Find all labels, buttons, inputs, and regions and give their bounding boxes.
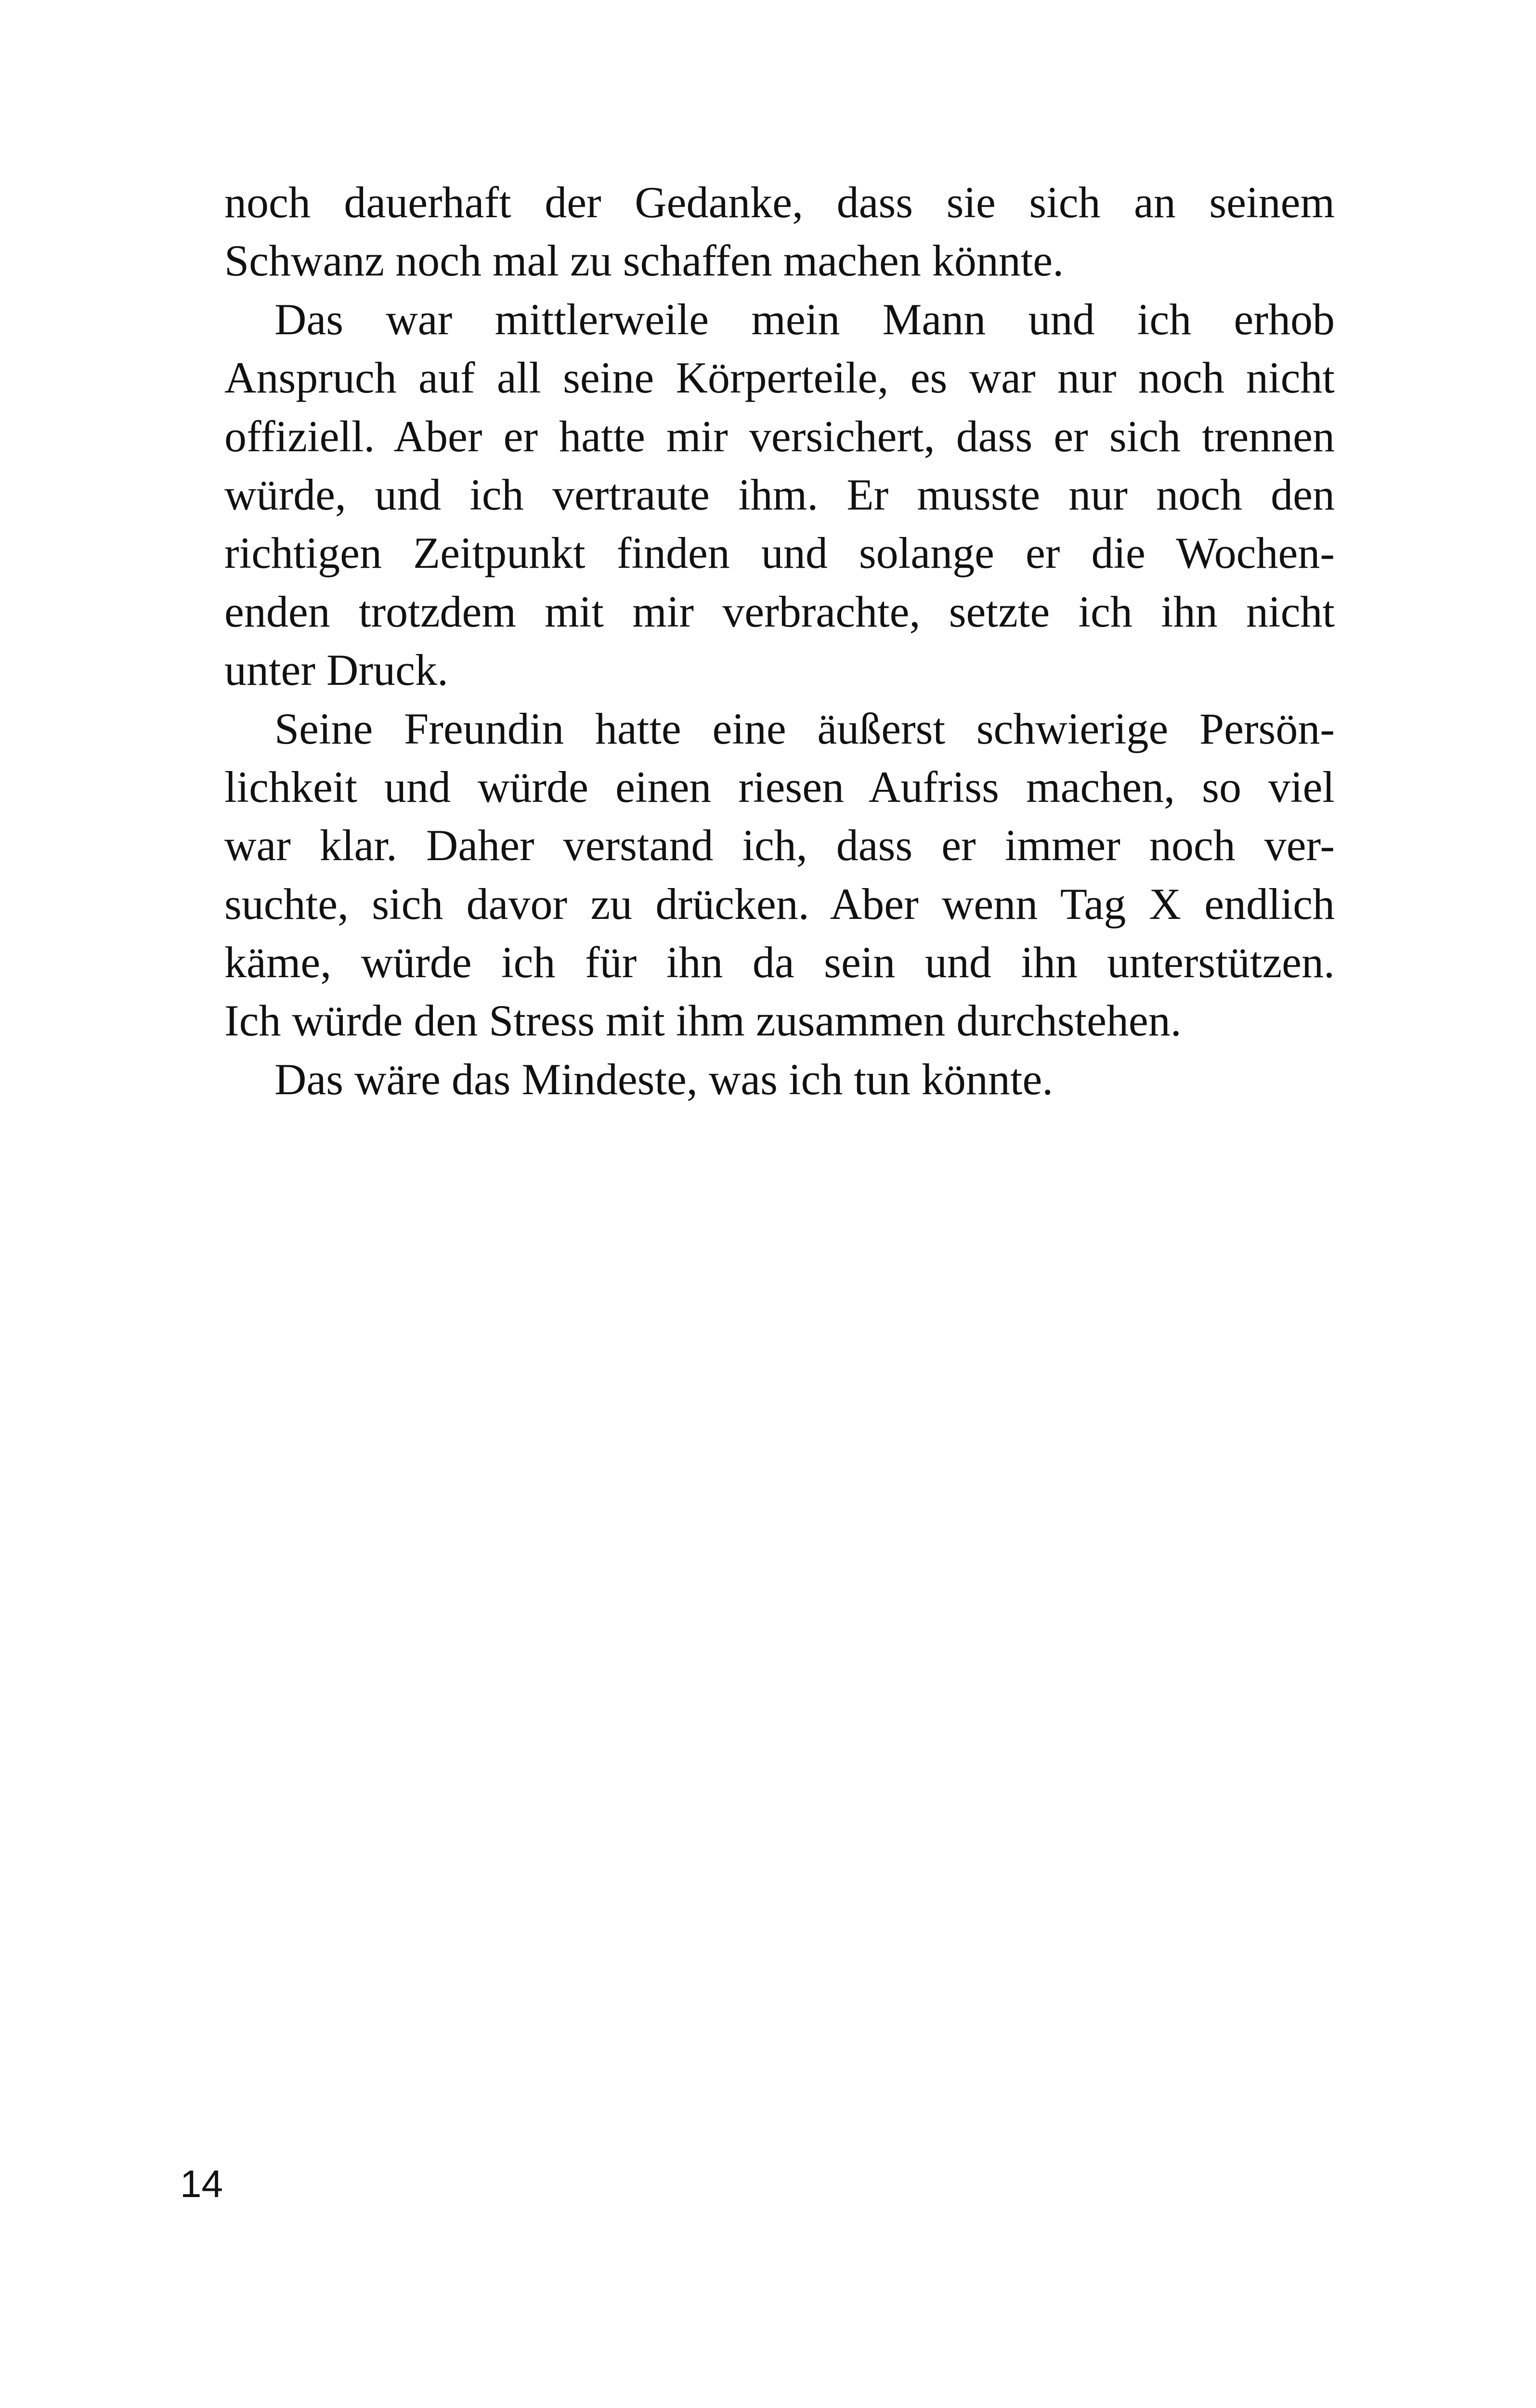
text-line: noch dauerhaft der Gedanke, dass sie sich an seinem — [224, 178, 1335, 227]
text-line: Das wäre das Mindeste, was ich tun könnte. — [274, 1054, 1054, 1104]
text-line: enden trotzdem mit mir verbrachte, setzte ich ihn nicht — [224, 587, 1335, 636]
text-line: Seine Freundin hatte eine äußerst schwierige Persön- — [274, 704, 1335, 753]
text-line: würde, und ich vertraute ihm. Er musste nur noch den — [224, 470, 1335, 519]
text-line: Das war mittlerweile mein Mann und ich erhob — [274, 294, 1335, 344]
text-line: lichkeit und würde einen riesen Aufriss machen, so viel — [224, 762, 1335, 811]
text-line: Ich würde den Stress mit ihm zusammen durchstehen. — [224, 996, 1182, 1046]
text-line: käme, würde ich für ihn da sein und ihn unterstützen. — [224, 938, 1335, 987]
text-line: unter Druck. — [224, 645, 448, 695]
text-line: suchte, sich davor zu drücken. Aber wenn Tag X endlich — [224, 879, 1335, 929]
text-line: Anspruch auf all seine Körperteile, es war nur noch nicht — [224, 353, 1335, 403]
body-text — [224, 173, 1335, 1109]
page-number: 14 — [180, 2162, 223, 2205]
text-line: richtigen Zeitpunkt finden und solange er die Wochen- — [224, 528, 1335, 578]
text-line: offiziell. Aber er hatte mir versichert, dass er sich trennen — [224, 411, 1335, 461]
text-line: war klar. Daher verstand ich, dass er immer noch ver- — [224, 821, 1335, 870]
text-line: Schwanz noch mal zu schaffen machen könnte. — [224, 236, 1064, 286]
